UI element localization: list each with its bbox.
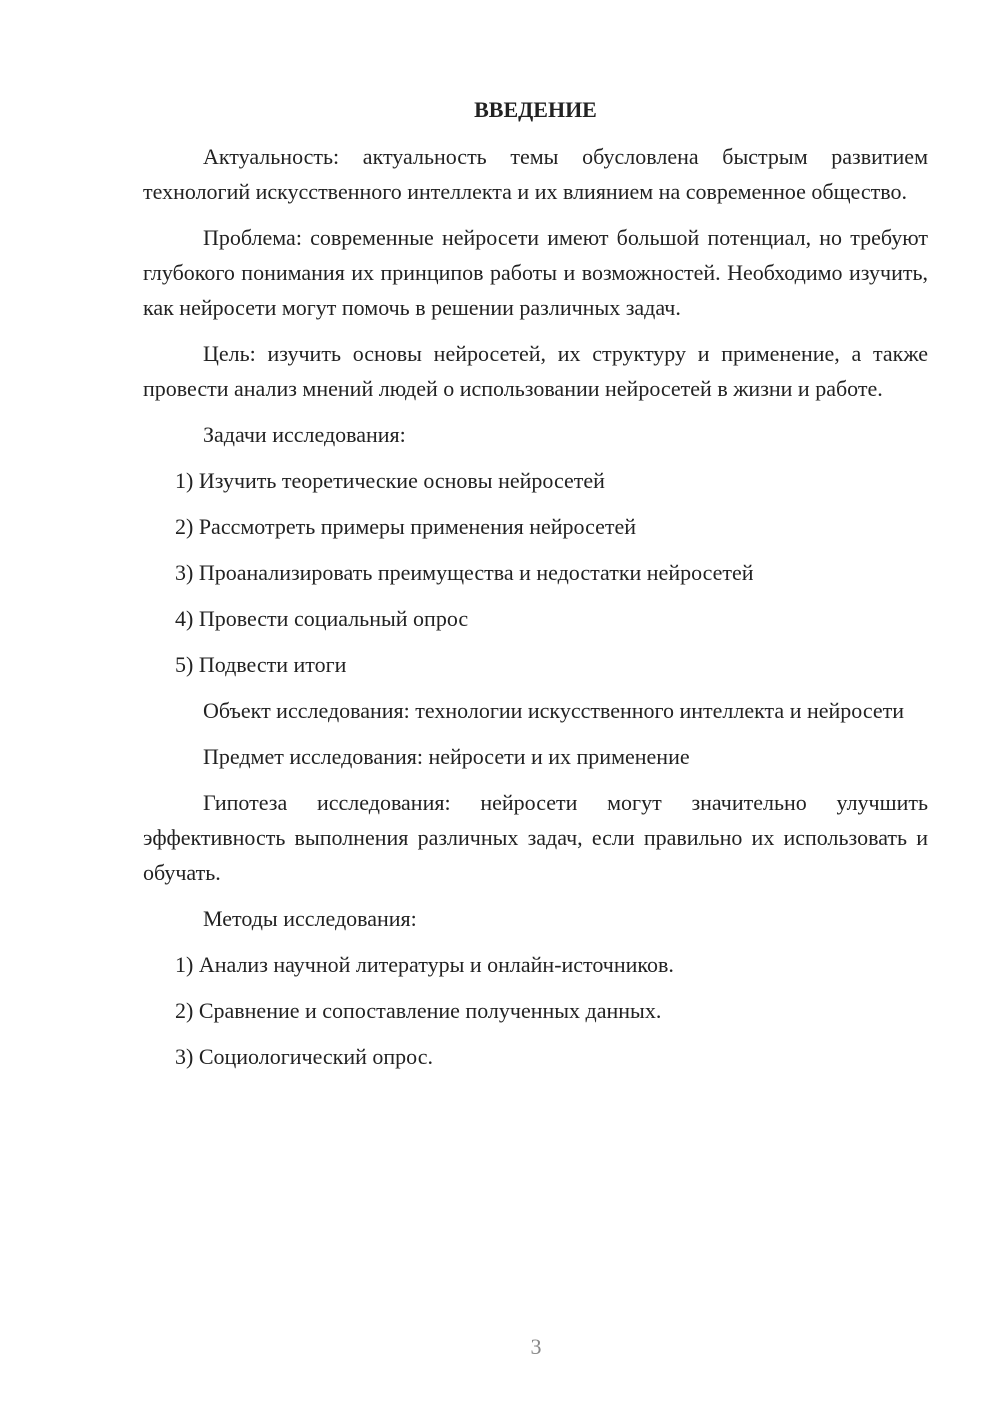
- tasks-list: [143, 463, 928, 682]
- relevance-paragraph: Актуальность: актуальность темы обусловлена быстрым развитием технологий искусственного интеллекта и их влиянием на современное общество.: [143, 144, 928, 204]
- page-content: [143, 92, 928, 1085]
- method-item: 2) Сравнение и сопоставление полученных данных.: [175, 998, 662, 1023]
- task-item: 2) Рассмотреть примеры применения нейросетей: [175, 514, 637, 539]
- page-number: 3: [530, 1334, 542, 1359]
- task-item: 4) Провести социальный опрос: [175, 606, 469, 631]
- problem-paragraph: Проблема: современные нейросети имеют большой потенциал, но требуют глубокого понимания их принципов работы и возможностей. Необходимо изучить, как нейросети могут помочь в решении различных задач.: [143, 225, 928, 320]
- task-item: 3) Проанализировать преимущества и недостатки нейросетей: [175, 560, 754, 585]
- method-item: 1) Анализ научной литературы и онлайн-источников.: [175, 952, 674, 977]
- task-item: 1) Изучить теоретические основы нейросетей: [175, 468, 605, 493]
- tasks-heading: Задачи исследования:: [203, 422, 406, 447]
- task-item: 5) Подвести итоги: [175, 652, 347, 677]
- methods-list: [143, 947, 928, 1074]
- method-item: 3) Социологический опрос.: [175, 1044, 433, 1069]
- hypothesis-paragraph: Гипотеза исследования: нейросети могут значительно улучшить эффективность выполнения различных задач, если правильно их использовать и обучать.: [143, 790, 928, 885]
- object-paragraph: Объект исследования: технологии искусственного интеллекта и нейросети: [203, 698, 905, 723]
- methods-heading: Методы исследования:: [203, 906, 417, 931]
- page-title: ВВЕДЕНИЕ: [474, 97, 597, 122]
- subject-paragraph: Предмет исследования: нейросети и их применение: [203, 744, 690, 769]
- goal-paragraph: Цель: изучить основы нейросетей, их структуру и применение, а также провести анализ мнений людей о использовании нейросетей в жизни и работе.: [143, 341, 928, 401]
